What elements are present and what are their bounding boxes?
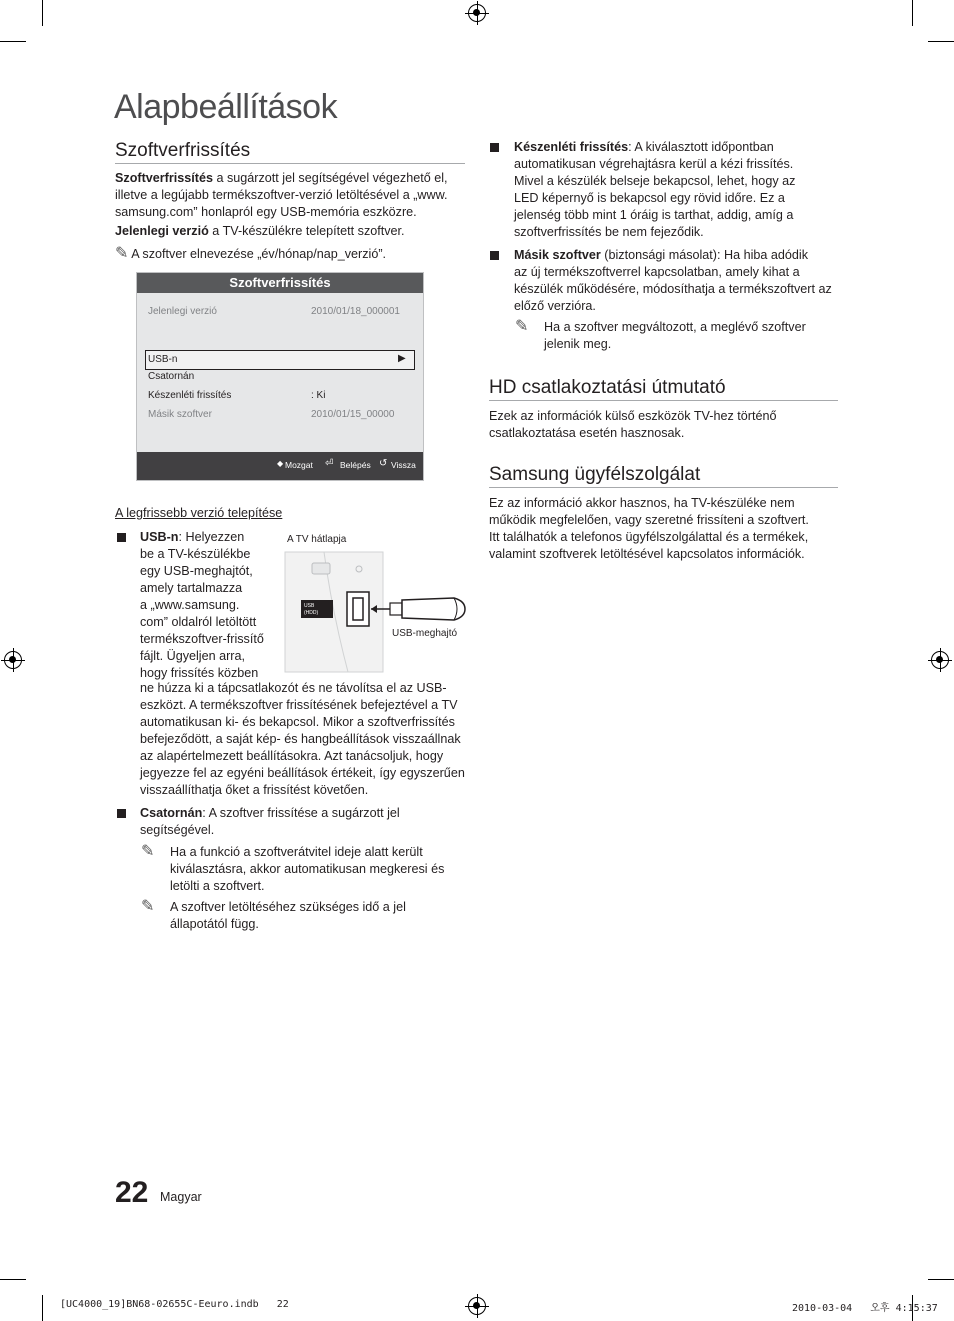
usb-slot (347, 592, 369, 626)
osd-current-value: 2010/01/18_000001 (311, 306, 400, 317)
section-title-samsung-support: Samsung ügyfélszolgálat (489, 464, 701, 485)
usb-paragraph-narrow (140, 529, 280, 682)
support-text-line: Ez az információ akkor hasznos, ha TV-készüléke nem (489, 496, 795, 510)
standby-paragraph (514, 139, 795, 241)
usb-port-label: USB (304, 603, 315, 609)
usb-text-line: amely tartalmazza (140, 581, 243, 595)
note-text: A szoftver elnevezése „év/hónap/nap_verzió”. (131, 247, 387, 261)
channel-paragraph (140, 805, 400, 839)
channel-text: segítségével. (140, 823, 215, 837)
support-text-line: valamint szoftverek letöltésével kapcsolatos információk. (489, 547, 805, 561)
move-icon: ◆ (277, 459, 284, 468)
crop-mark (928, 1279, 954, 1280)
osd-nav-bar (137, 452, 423, 480)
alt-bold: Másik szoftver (514, 248, 601, 262)
osd-usb-item[interactable] (145, 350, 415, 370)
osd-menu (136, 272, 424, 481)
note-text-line: letölti a szoftvert. (170, 879, 265, 893)
install-heading: A legfrissebb verzió telepítése (115, 506, 283, 520)
usb-text-line: visszaállíthatja őket a frissítést követően. (140, 783, 369, 797)
osd-usb-label: USB-n (148, 354, 178, 365)
tv-back-label: A TV hátlapja (287, 534, 347, 545)
bullet-icon (117, 533, 126, 542)
registration-mark-icon (4, 651, 22, 669)
section-rule (489, 400, 838, 401)
pencil-note-icon: ✎ (515, 318, 529, 335)
pencil-note-icon: ✎ (141, 898, 155, 915)
note-text-line: kiválasztásra, akkor automatikusan megkeresi és (170, 862, 445, 876)
support-text-line: Itt találhatók a telefonos ügyfélszolgálattal és a termékek, (489, 530, 809, 544)
usb-text-line: termékszoftver-frissítő (140, 632, 264, 646)
registration-mark-icon (931, 651, 949, 669)
note-download-time (170, 899, 406, 933)
intro-paragraph (115, 170, 470, 221)
note-text-line: Ha a funkció a szoftverátvitel ideje alatt került (170, 845, 423, 859)
standby-text-line: jelenség több mint 1 óráig is tarthat, addig, amíg a (514, 208, 794, 222)
osd-channel-item[interactable]: Csatornán (148, 371, 195, 382)
standby-text-line: LED képernyő is bekapcsol egy rövid időre. Ez a (514, 191, 785, 205)
note-software-changed (544, 319, 806, 353)
usb-bold: USB-n (140, 530, 179, 544)
note-naming (115, 245, 386, 263)
standby-text: : A kiválasztott időpontban (628, 140, 774, 154)
headphone-port-icon (312, 563, 330, 574)
note-software-transfer (170, 844, 444, 895)
pencil-note-icon: ✎ (141, 843, 155, 860)
enter-icon: ⏎ (325, 458, 334, 469)
usb-text-line: automatikusan ki- és bekapcsol. Mikor a szoftverfrissítés (140, 715, 455, 729)
usb-text-line: befejeződött, a saját kép- és hangbeállítások visszaállnak (140, 732, 461, 746)
alt-text-line: készülék működésére, módosíthatja a termékszoftvert az (514, 282, 832, 296)
usb-text-line: jegyezze fel az egyéni beállítások értékeit, így egyszerűen (140, 766, 465, 780)
hd-text-line: Ezek az információk külső eszközök TV-hez történő (489, 409, 777, 423)
usb-drive-icon (390, 603, 402, 615)
alt-lines (514, 264, 832, 315)
usb-text-line: egy USB-meghajtót, (140, 564, 253, 578)
usb-text: : Helyezzen (178, 530, 245, 544)
hd-guide-paragraph (489, 408, 776, 442)
crop-mark (0, 41, 26, 42)
crop-mark (42, 1295, 43, 1321)
usb-drive-label: USB-meghajtó (392, 628, 458, 639)
page-language: Magyar (160, 1190, 202, 1204)
slug-file: [UC4000_19]BN68-02655C-Eeuro.indb 22 (60, 1299, 289, 1310)
osd-arrow-right-icon: ▶ (398, 353, 406, 364)
slug-date: 2010-03-04 오후 4:15:37 (792, 1303, 938, 1314)
crop-mark (928, 41, 954, 42)
section-title-hd-guide: HD csatlakoztatási útmutató (489, 377, 726, 398)
chapter-title: Alapbeállítások (114, 88, 338, 126)
crop-mark (42, 0, 43, 26)
note-text-line: állapotától függ. (170, 917, 259, 931)
current-text: a TV-készülékre telepített szoftver. (208, 224, 405, 238)
crop-mark (912, 0, 913, 26)
standby-bold: Készenléti frissítés (514, 140, 629, 154)
support-paragraph (489, 495, 809, 563)
support-text-line: működik megfelelően, vagy szeretné frissíteni a szoftvert. (489, 513, 809, 527)
bullet-icon (117, 809, 126, 818)
usb-port-label: (HDD) (304, 610, 319, 616)
page-number: 22 (115, 1176, 149, 1209)
intro-bold: Szoftverfrissítés (115, 171, 213, 185)
osd-title: Szoftverfrissítés (137, 273, 423, 293)
usb-text-lines (140, 546, 280, 682)
registration-mark-icon (468, 4, 486, 22)
note-text-line: Ha a szoftver megváltozott, a meglévő szoftver (544, 320, 806, 334)
usb-text-line: ne húzza ki a tápcsatlakozót és ne távolítsa el az USB- (140, 681, 447, 695)
note-text-line: jelenik meg. (544, 337, 612, 351)
osd-alt-item[interactable]: Másik szoftver (148, 409, 212, 420)
standby-lines (514, 156, 795, 241)
usb-text-line: com” oldalról letöltött (140, 615, 257, 629)
usb-text-line: a „www.samsung. (140, 598, 240, 612)
usb-text-line: be a TV-készülékbe (140, 547, 251, 561)
note-text-line: A szoftver letöltéséhez szükséges idő a jel (170, 900, 406, 914)
osd-current-label: Jelenlegi verzió (148, 306, 217, 317)
registration-mark-icon (468, 1297, 486, 1315)
tv-back-illustration (284, 551, 474, 673)
alt-text: (biztonsági másolat): Ha hiba adódik (600, 248, 809, 262)
osd-standby-value: : Ki (311, 390, 326, 401)
channel-bold: Csatornán (140, 806, 203, 820)
bullet-icon (490, 143, 499, 152)
nav-move-label: Mozgat (285, 460, 313, 470)
osd-alt-value: 2010/01/15_00000 (311, 409, 395, 420)
nav-back-label: Vissza (391, 460, 416, 470)
nav-enter-label: Belépés (340, 460, 371, 470)
usb-text-line: eszközt. A termékszoftver frissítésének befejeztével a TV (140, 698, 458, 712)
osd-standby-item[interactable]: Készenléti frissítés (148, 390, 232, 401)
standby-text-line: szoftverfrissítés be nem fejeződik. (514, 225, 704, 239)
crop-mark (0, 1279, 26, 1280)
section-rule (115, 163, 465, 164)
intro-text: samsung.com” honlapról egy USB-memória eszközre. (115, 205, 417, 219)
channel-text: : A szoftver frissítése a sugárzott jel (202, 806, 400, 820)
section-rule (489, 487, 838, 488)
usb-text-line: fájlt. Ügyeljen arra, (140, 649, 245, 663)
standby-text-line: Mivel a készülék belseje bekapcsol, lehet, hogy az (514, 174, 796, 188)
current-bold: Jelenlegi verzió (115, 224, 209, 238)
usb-text-line: hogy frissítés közben (140, 666, 259, 680)
hd-text-line: csatlakoztatása esetén hasznosak. (489, 426, 685, 440)
usb-text-line: az alapértelmezett beállításokra. Azt tanácsoljuk, hogy (140, 749, 444, 763)
section-title-software-update: Szoftverfrissítés (115, 140, 251, 161)
current-version-paragraph (115, 223, 405, 240)
intro-text: illetve a legújabb termékszoftver-verzió letöltésével a „www. (115, 188, 448, 202)
usb-paragraph-wide (140, 680, 470, 799)
return-icon: ↺ (379, 458, 388, 469)
pencil-note-icon: ✎ (115, 245, 129, 262)
standby-text-line: automatikusan végrehajtásra kerül a kézi frissítés. (514, 157, 794, 171)
intro-text: a sugárzott jel segítségével végezhető el, (213, 171, 448, 185)
alt-text-line: előző verzióra. (514, 299, 596, 313)
bullet-icon (490, 251, 499, 260)
alt-text-line: az új termékszoftverrel kapcsolatban, amely kihat a (514, 265, 800, 279)
alt-software-paragraph (514, 247, 832, 315)
